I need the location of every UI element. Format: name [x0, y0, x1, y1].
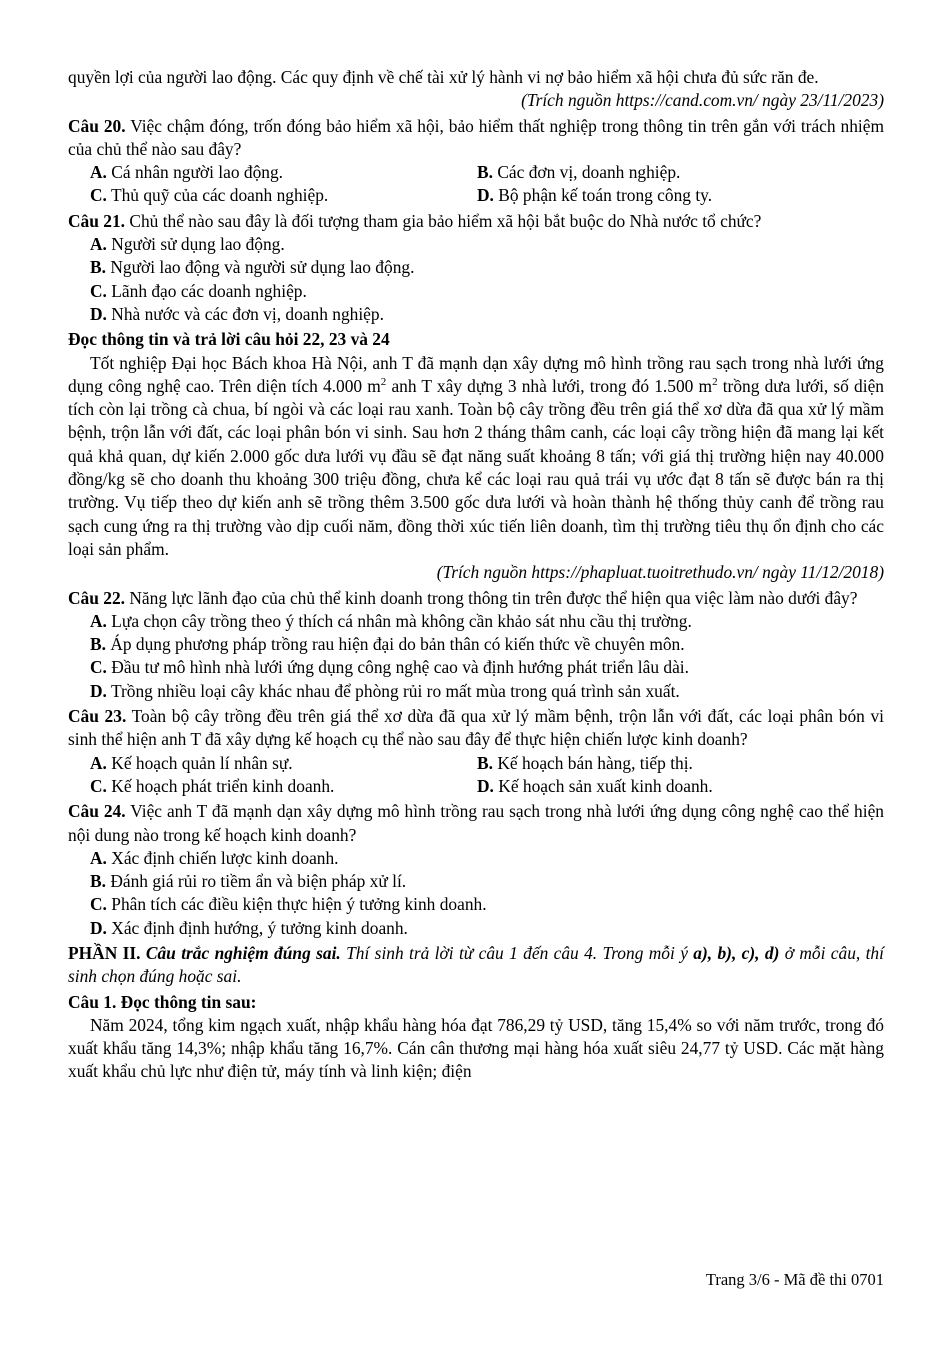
part2-question-1-text: Năm 2024, tổng kim ngạch xuất, nhập khẩu hàng hóa đạt 786,29 tỷ USD, tăng 15,4% so với năm trước, trong đó xuất khẩu tăng 14,3%; nhập khẩu tăng 16,7%. Cán cân thương mại hàng hóa xuất siêu 24,77 tỷ USD. Các mặt hàng xuất khẩu chủ lực như điện tử, máy tính và linh kiện; điện — [68, 1014, 884, 1082]
option-c[interactable]: C. Đầu tư mô hình nhà lưới ứng dụng công nghệ cao và định hướng phát triển lâu dài. — [90, 657, 689, 678]
option-d[interactable]: D. Kế hoạch sản xuất kinh doanh. — [477, 775, 713, 796]
source-citation-1: (Trích nguồn https://cand.com.vn/ ngày 23/11/2023) — [521, 90, 884, 111]
option-a[interactable]: A. Kế hoạch quản lí nhân sự. — [90, 752, 293, 773]
question-22 — [68, 587, 884, 610]
option-c[interactable]: C. Lãnh đạo các doanh nghiệp. — [90, 280, 307, 301]
q24-options — [68, 847, 884, 940]
option-c[interactable]: C. Kế hoạch phát triển kinh doanh. — [90, 775, 335, 796]
question-text: Việc anh T đã mạnh dạn xây dựng mô hình trồng rau sạch trong nhà lưới ứng dụng công nghệ cao thể hiện nội dung nào trong kế hoạch kinh doanh? — [68, 801, 884, 845]
question-number: Câu 22. — [68, 587, 126, 608]
part2-question-1-heading: Câu 1. Đọc thông tin sau: — [68, 991, 257, 1012]
option-d[interactable]: D. Trồng nhiều loại cây khác nhau để phòng rủi ro mất mùa trong quá trình sản xuất. — [90, 680, 680, 701]
source-citation-2: (Trích nguồn https://phapluat.tuoitrethudo.vn/ ngày 11/12/2018) — [436, 562, 884, 583]
option-c[interactable]: C. Phân tích các điều kiện thực hiện ý tưởng kinh doanh. — [90, 894, 487, 915]
part-title: Câu trắc nghiệm đúng sai. — [145, 942, 341, 963]
question-text: Việc chậm đóng, trốn đóng bảo hiểm xã hội, bảo hiểm thất nghiệp trong thông tin trên gắn với trách nhiệm của chủ thể nào sau đây? — [68, 115, 884, 159]
option-b[interactable]: B. Kế hoạch bán hàng, tiếp thị. — [477, 752, 693, 773]
question-text: Chủ thể nào sau đây là đối tượng tham gia bảo hiểm xã hội bắt buộc do Nhà nước tổ chức? — [129, 210, 762, 231]
intro-paragraph: quyền lợi của người lao động. Các quy định về chế tài xử lý hành vi nợ bảo hiểm xã hội chưa đủ sức răn đe. — [68, 67, 819, 87]
option-b[interactable]: B. Người lao động và người sử dụng lao động. — [90, 257, 415, 278]
option-a[interactable]: A. Cá nhân người lao động. — [90, 162, 284, 183]
option-a[interactable]: A. Lựa chọn cây trồng theo ý thích cá nhân mà không cần khảo sát nhu cầu thị trường. — [90, 610, 692, 631]
question-24 — [68, 800, 884, 847]
option-d[interactable]: D. Nhà nước và các đơn vị, doanh nghiệp. — [90, 303, 384, 324]
option-b[interactable]: B. Các đơn vị, doanh nghiệp. — [477, 162, 681, 183]
option-b[interactable]: B. Áp dụng phương pháp trồng rau hiện đại do bản thân có kiến thức về chuyên môn. — [90, 634, 685, 655]
question-text: Toàn bộ cây trồng đều trên giá thể xơ dừa đã qua xử lý mầm bệnh, trộn lẫn với đất, các loại phân bón vi sinh thể hiện anh T đã xây dựng kế hoạch cụ thể nào sau đây để thực hiện chiến lược kinh doanh? — [68, 706, 884, 750]
option-a[interactable]: A. Người sử dụng lao động. — [90, 234, 285, 255]
q22-options — [68, 610, 884, 703]
option-d[interactable]: D. Xác định định hướng, ý tưởng kinh doanh. — [90, 917, 408, 938]
question-number: Câu 21. — [68, 210, 126, 231]
option-d[interactable]: D. Bộ phận kế toán trong công ty. — [477, 185, 713, 206]
part-label: PHẦN II. — [68, 942, 141, 963]
q20-options — [68, 161, 884, 208]
q21-options — [68, 233, 884, 326]
question-number: Câu 24. — [68, 801, 126, 822]
exam-page — [68, 66, 884, 1084]
question-23 — [68, 705, 884, 752]
reading-heading: Đọc thông tin và trả lời câu hỏi 22, 23 và 24 — [68, 329, 390, 350]
q23-options — [68, 752, 884, 799]
option-b[interactable]: B. Đánh giá rủi ro tiềm ẩn và biện pháp xử lí. — [90, 871, 407, 892]
question-number: Câu 20. — [68, 115, 126, 136]
part-2-instructions: PHẦN II. Câu trắc nghiệm đúng sai. Thí sinh trả lời từ câu 1 đến câu 4. Trong mỗi ý a), b), c), d) ở mỗi câu, thí sinh chọn đúng hoặc sai. — [68, 942, 884, 987]
question-number: Câu 23. — [68, 706, 127, 727]
option-c[interactable]: C. Thủ quỹ của các doanh nghiệp. — [90, 185, 329, 206]
page-footer: Trang 3/6 - Mã đề thi 0701 — [705, 1270, 884, 1289]
option-a[interactable]: A. Xác định chiến lược kinh doanh. — [90, 847, 339, 868]
question-21 — [68, 210, 884, 233]
reading-passage: Tốt nghiệp Đại học Bách khoa Hà Nội, anh T đã mạnh dạn xây dựng mô hình trồng rau sạch trong nhà lưới ứng dụng công nghệ cao. Trên diện tích 4.000 $m^2$ anh T xây dựng 3 nhà lưới, trong đó 1.500 $m^2$ trồng dưa lưới, số diện tích còn lại trồng cà chua, bí ngòi và các loại rau xanh. Toàn bộ cây trồng đều trên giá thể xơ dừa đã qua xử lý mầm bệnh, trộn lẫn với đất, các loại phân bón vi sinh. Sau hơn 2 tháng thâm canh, các loại cây trồng hiện đã mang lại kết quả khả quan, dự kiến 2.000 gốc dưa lưới vụ đầu sẽ đạt năng suất khoảng 8 tấn; với giá thị trường hiện nay 40.000 đồng/kg sẽ cho doanh thu khoảng 300 triệu đồng, chưa kể các loại rau quả trái vụ ước đạt 8 tấn sẽ được bán ra thị trường. Vụ tiếp theo dự kiến anh sẽ trồng thêm 3.500 gốc dưa lưới và hoàn thành hệ thống thủy canh để trồng rau sạch cung ứng ra thị trường vào dịp cuối năm, đồng thời xúc tiến liên doanh, tìm thị trường tiêu thụ ổn định cho các loại sản phẩm. — [68, 352, 884, 559]
question-text: Năng lực lãnh đạo của chủ thể kinh doanh trong thông tin trên được thể hiện qua việc làm nào dưới đây? — [129, 587, 858, 608]
question-20 — [68, 115, 884, 162]
